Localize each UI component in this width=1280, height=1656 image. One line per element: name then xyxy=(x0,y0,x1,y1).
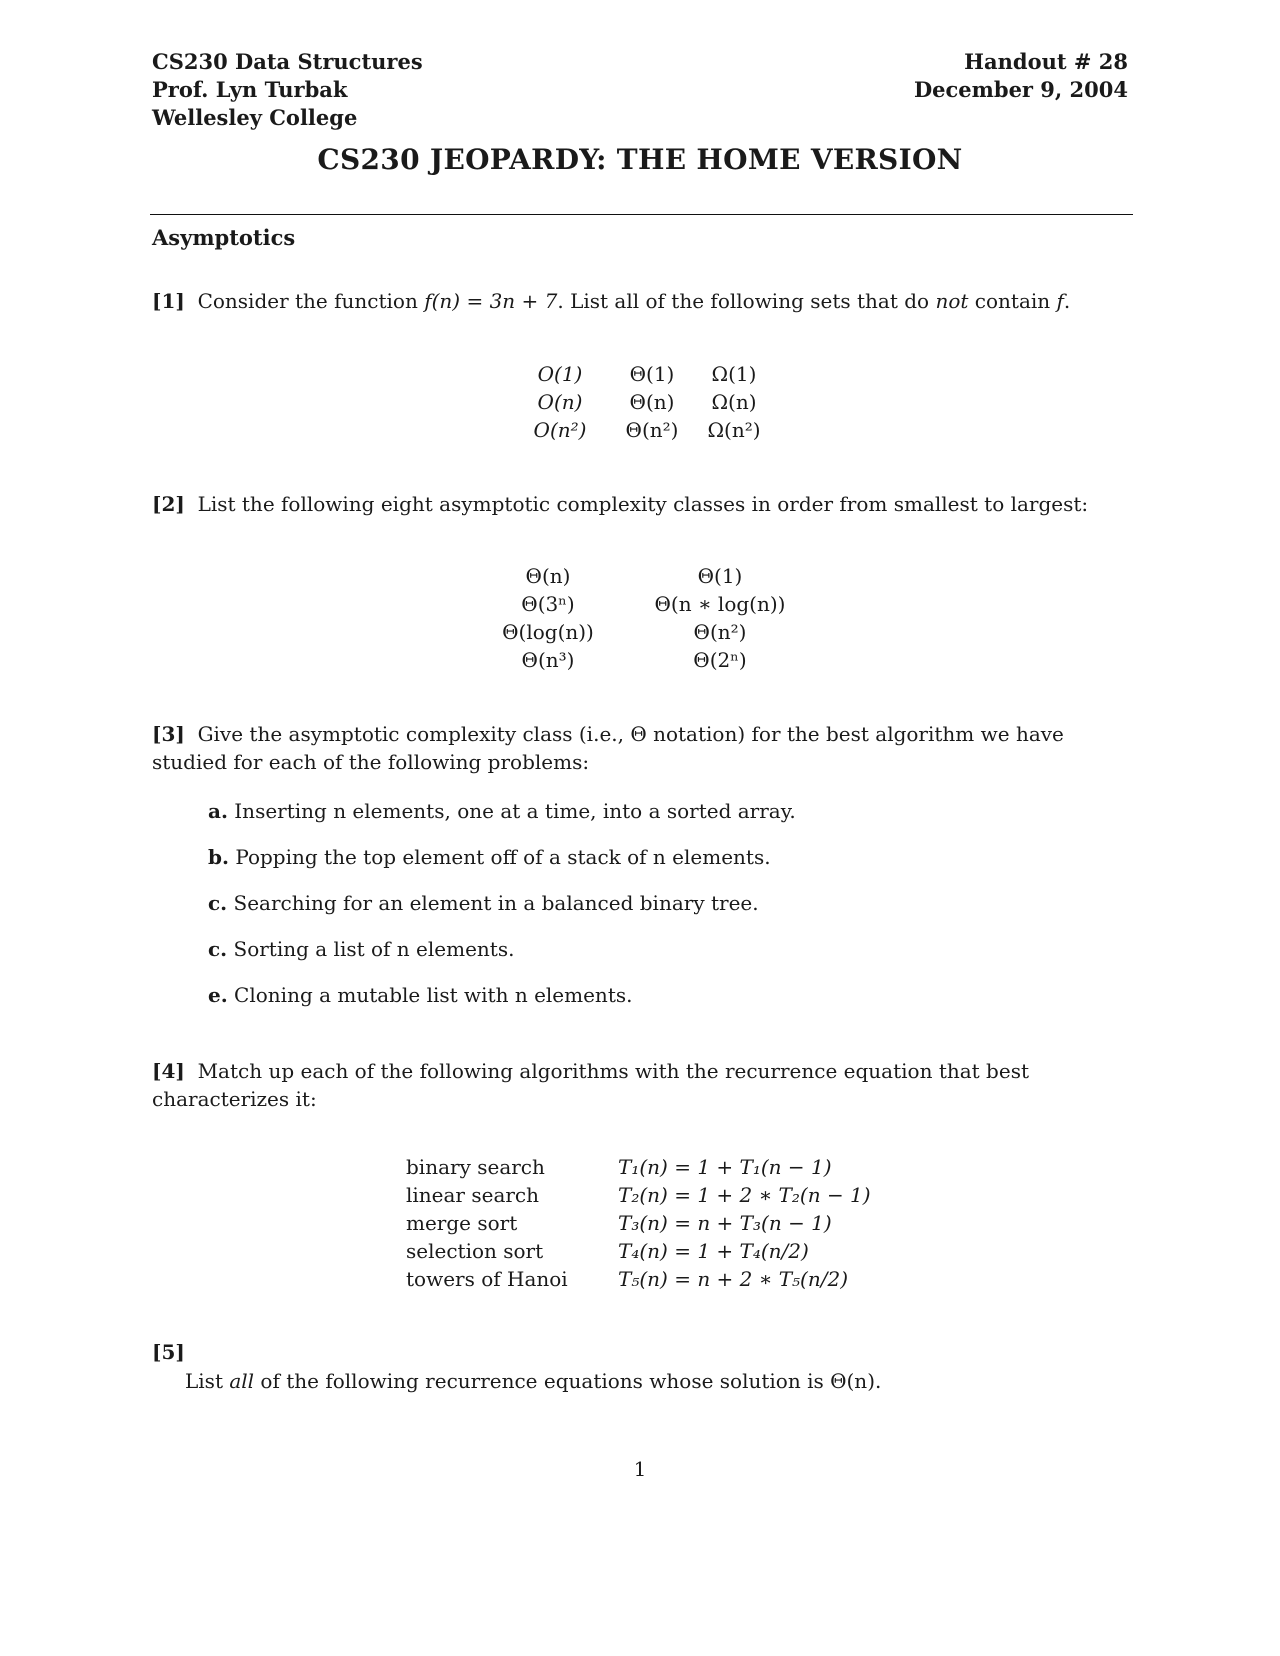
question-1-emphasis: not xyxy=(935,289,969,313)
page-title: CS230 JEOPARDY: THE HOME VERSION xyxy=(317,143,963,176)
complexity-class: Θ(1) xyxy=(697,564,743,588)
question-3-item xyxy=(208,843,771,871)
item-label: b. xyxy=(208,845,229,869)
question-5-text-b: of the following recurrence equations whose solution is Θ(n). xyxy=(254,1369,882,1393)
complexity-class: Θ(3ⁿ) xyxy=(521,592,575,616)
question-3-item xyxy=(208,889,759,917)
classes-column-left xyxy=(478,562,618,674)
course-header xyxy=(152,48,423,132)
question-1-number: [1] xyxy=(152,289,185,313)
question-5-number-text: [5] xyxy=(152,1340,185,1364)
set-item: Ω(n²) xyxy=(707,418,761,442)
item-label: c. xyxy=(208,937,228,961)
complexity-class: Θ(n) xyxy=(525,564,571,588)
set-item: Θ(1) xyxy=(629,362,675,386)
question-3-text: Give the asymptotic complexity class (i.e., Θ notation) for the best algorithm we have studied for each of the following problems: xyxy=(152,722,1064,774)
item-label: a. xyxy=(208,799,228,823)
recurrence-item: T₂(n) = 1 + 2 ∗ T₂(n − 1) xyxy=(618,1183,871,1207)
set-item: O(1) xyxy=(537,362,583,386)
question-3-item xyxy=(208,935,514,963)
set-item: Ω(n) xyxy=(711,390,757,414)
institution-name: Wellesley College xyxy=(152,105,358,130)
question-1-text-a: Consider the function xyxy=(197,289,425,313)
sets-column-theta xyxy=(608,360,696,444)
question-5-emphasis: all xyxy=(229,1369,255,1393)
item-text: Searching for an element in a balanced binary tree. xyxy=(233,891,759,915)
handout-number: Handout # 28 xyxy=(964,49,1128,74)
professor-name: Prof. Lyn Turbak xyxy=(152,77,348,102)
recurrence-item: T₃(n) = n + T₃(n − 1) xyxy=(618,1211,832,1235)
recurrence-item: T₅(n) = n + 2 ∗ T₅(n/2) xyxy=(618,1267,849,1291)
sets-column-big-o xyxy=(510,360,610,444)
item-label: e. xyxy=(208,983,228,1007)
algorithm-item: towers of Hanoi xyxy=(406,1267,568,1291)
question-3-number: [3] xyxy=(152,722,185,746)
question-2-text: List the following eight asymptotic complexity classes in order from smallest to largest: xyxy=(197,492,1089,516)
question-4-number: [4] xyxy=(152,1059,185,1083)
item-text: Inserting n elements, one at a time, into a sorted array. xyxy=(234,799,796,823)
section-heading: Asymptotics xyxy=(152,225,296,250)
question-3-item xyxy=(208,981,632,1009)
recurrence-item: T₄(n) = 1 + T₄(n/2) xyxy=(618,1239,809,1263)
title-rule xyxy=(150,214,1133,215)
question-5-text-a: List xyxy=(185,1369,230,1393)
question-3 xyxy=(152,720,1132,776)
question-4 xyxy=(152,1057,1137,1113)
question-5 xyxy=(185,1367,881,1395)
question-1 xyxy=(152,287,1070,315)
set-item: O(n²) xyxy=(533,418,587,442)
item-text: Cloning a mutable list with n elements. xyxy=(234,983,633,1007)
algorithm-list xyxy=(406,1153,568,1293)
complexity-class: Θ(2ⁿ) xyxy=(693,648,747,672)
set-item: Θ(n²) xyxy=(625,418,679,442)
algorithm-item: merge sort xyxy=(406,1211,518,1235)
algorithm-item: selection sort xyxy=(406,1239,544,1263)
complexity-class: Θ(n³) xyxy=(521,648,575,672)
handout-header xyxy=(914,48,1128,104)
algorithm-item: binary search xyxy=(406,1155,545,1179)
recurrence-list xyxy=(618,1153,871,1293)
question-1-function-symbol: f xyxy=(1056,289,1064,313)
recurrence-item: T₁(n) = 1 + T₁(n − 1) xyxy=(618,1155,832,1179)
question-1-text-c: contain xyxy=(968,289,1057,313)
sets-column-omega xyxy=(690,360,778,444)
item-text: Popping the top element off of a stack of n elements. xyxy=(235,845,771,869)
question-1-text-d: . xyxy=(1063,289,1071,313)
question-3-item xyxy=(208,797,796,825)
handout-date: December 9, 2004 xyxy=(913,77,1128,102)
question-1-text-b: . List all of the following sets that do xyxy=(557,289,936,313)
question-2 xyxy=(152,490,1088,518)
set-item: O(n) xyxy=(537,390,583,414)
set-item: Θ(n) xyxy=(629,390,675,414)
item-label: c. xyxy=(208,891,228,915)
classes-column-right xyxy=(640,562,800,674)
page-number: 1 xyxy=(633,1457,647,1481)
question-2-number: [2] xyxy=(152,492,185,516)
course-name: CS230 Data Structures xyxy=(152,49,423,74)
set-item: Ω(1) xyxy=(711,362,757,386)
question-4-text: Match up each of the following algorithms with the recurrence equation that best characterizes it: xyxy=(152,1059,1029,1111)
complexity-class: Θ(log(n)) xyxy=(502,620,594,644)
item-text: Sorting a list of n elements. xyxy=(233,937,515,961)
question-1-function: f(n) = 3n + 7 xyxy=(424,289,558,313)
algorithm-item: linear search xyxy=(406,1183,540,1207)
question-5-number xyxy=(152,1338,185,1366)
complexity-class: Θ(n²) xyxy=(693,620,747,644)
complexity-class: Θ(n ∗ log(n)) xyxy=(654,592,786,616)
